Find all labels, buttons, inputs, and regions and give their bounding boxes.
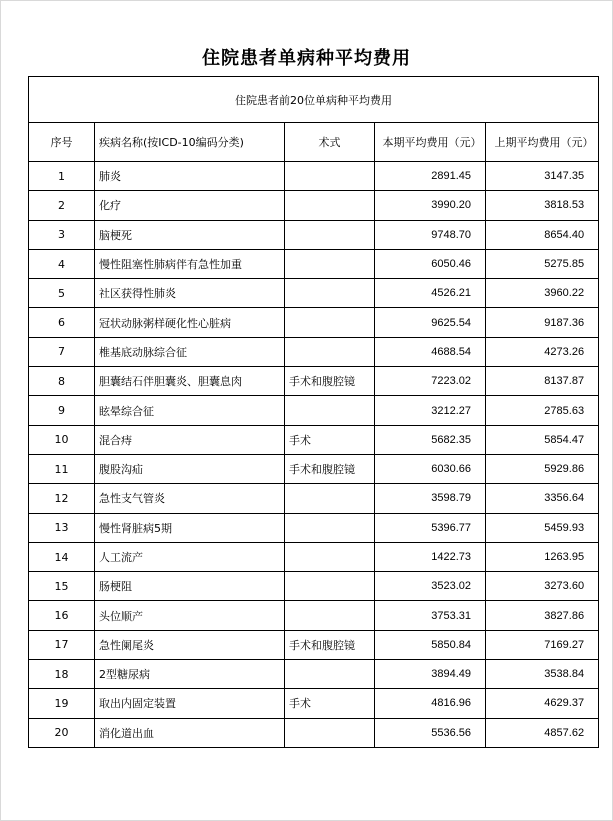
header-current-cost: 本期平均费用（元） bbox=[375, 123, 486, 162]
table-row bbox=[29, 689, 599, 718]
cell-procedure bbox=[285, 279, 375, 308]
cell-no: 8 bbox=[29, 367, 95, 396]
cell-previous-cost: 5929.86 bbox=[486, 454, 599, 483]
cell-no: 17 bbox=[29, 630, 95, 659]
table-row bbox=[29, 425, 599, 454]
cell-procedure bbox=[285, 601, 375, 630]
cell-current-cost: 5536.56 bbox=[375, 718, 486, 747]
cell-disease-name: 急性支气管炎 bbox=[95, 484, 285, 513]
cell-previous-cost: 3356.64 bbox=[486, 484, 599, 513]
table-row bbox=[29, 220, 599, 249]
table-header-row bbox=[29, 123, 599, 162]
cell-disease-name: 胆囊结石伴胆囊炎、胆囊息肉 bbox=[95, 367, 285, 396]
table-row bbox=[29, 630, 599, 659]
cell-procedure bbox=[285, 660, 375, 689]
cell-no: 2 bbox=[29, 191, 95, 220]
cell-procedure bbox=[285, 162, 375, 191]
cell-current-cost: 3753.31 bbox=[375, 601, 486, 630]
table-row bbox=[29, 454, 599, 483]
cell-previous-cost: 4273.26 bbox=[486, 337, 599, 366]
cell-previous-cost: 9187.36 bbox=[486, 308, 599, 337]
cell-disease-name: 人工流产 bbox=[95, 542, 285, 571]
cell-no: 20 bbox=[29, 718, 95, 747]
cell-disease-name: 眩晕综合征 bbox=[95, 396, 285, 425]
cell-no: 10 bbox=[29, 425, 95, 454]
table-row bbox=[29, 279, 599, 308]
cell-disease-name: 肺炎 bbox=[95, 162, 285, 191]
cell-disease-name: 2型糖尿病 bbox=[95, 660, 285, 689]
cost-table bbox=[28, 76, 599, 748]
header-disease-name: 疾病名称(按ICD-10编码分类) bbox=[95, 123, 285, 162]
cell-previous-cost: 3538.84 bbox=[486, 660, 599, 689]
cell-no: 7 bbox=[29, 337, 95, 366]
cell-previous-cost: 3960.22 bbox=[486, 279, 599, 308]
cell-current-cost: 6050.46 bbox=[375, 249, 486, 278]
cell-current-cost: 4688.54 bbox=[375, 337, 486, 366]
cell-no: 14 bbox=[29, 542, 95, 571]
header-previous-cost: 上期平均费用（元） bbox=[486, 123, 599, 162]
cell-current-cost: 3598.79 bbox=[375, 484, 486, 513]
header-procedure: 术式 bbox=[285, 123, 375, 162]
cell-current-cost: 3523.02 bbox=[375, 572, 486, 601]
cell-procedure bbox=[285, 337, 375, 366]
cell-procedure bbox=[285, 542, 375, 571]
table-row bbox=[29, 396, 599, 425]
cell-no: 3 bbox=[29, 220, 95, 249]
cell-current-cost: 5682.35 bbox=[375, 425, 486, 454]
cell-no: 11 bbox=[29, 454, 95, 483]
table-row bbox=[29, 308, 599, 337]
cell-previous-cost: 3818.53 bbox=[486, 191, 599, 220]
cell-no: 15 bbox=[29, 572, 95, 601]
table-row bbox=[29, 162, 599, 191]
cell-no: 9 bbox=[29, 396, 95, 425]
cell-previous-cost: 3827.86 bbox=[486, 601, 599, 630]
table-row bbox=[29, 542, 599, 571]
cell-disease-name: 混合痔 bbox=[95, 425, 285, 454]
table-body bbox=[29, 162, 599, 748]
cell-procedure bbox=[285, 484, 375, 513]
cell-procedure bbox=[285, 718, 375, 747]
table-row bbox=[29, 718, 599, 747]
cell-procedure: 手术和腹腔镜 bbox=[285, 367, 375, 396]
cell-current-cost: 3212.27 bbox=[375, 396, 486, 425]
cell-current-cost: 5396.77 bbox=[375, 513, 486, 542]
cell-no: 6 bbox=[29, 308, 95, 337]
cell-previous-cost: 1263.95 bbox=[486, 542, 599, 571]
cell-previous-cost: 4629.37 bbox=[486, 689, 599, 718]
cell-no: 4 bbox=[29, 249, 95, 278]
header-no: 序号 bbox=[29, 123, 95, 162]
cell-no: 13 bbox=[29, 513, 95, 542]
cell-procedure: 手术 bbox=[285, 689, 375, 718]
cell-procedure bbox=[285, 220, 375, 249]
table-row bbox=[29, 484, 599, 513]
cell-previous-cost: 8654.40 bbox=[486, 220, 599, 249]
table-caption-row bbox=[29, 77, 599, 123]
cell-procedure: 手术 bbox=[285, 425, 375, 454]
cell-current-cost: 9748.70 bbox=[375, 220, 486, 249]
cell-no: 12 bbox=[29, 484, 95, 513]
cell-procedure bbox=[285, 249, 375, 278]
cell-current-cost: 2891.45 bbox=[375, 162, 486, 191]
cell-no: 19 bbox=[29, 689, 95, 718]
cell-previous-cost: 7169.27 bbox=[486, 630, 599, 659]
cell-no: 18 bbox=[29, 660, 95, 689]
cell-previous-cost: 5275.85 bbox=[486, 249, 599, 278]
cell-current-cost: 3894.49 bbox=[375, 660, 486, 689]
table-row bbox=[29, 572, 599, 601]
cell-disease-name: 慢性阻塞性肺病伴有急性加重 bbox=[95, 249, 285, 278]
cell-current-cost: 4816.96 bbox=[375, 689, 486, 718]
cell-current-cost: 7223.02 bbox=[375, 367, 486, 396]
cell-disease-name: 慢性肾脏病5期 bbox=[95, 513, 285, 542]
cell-current-cost: 3990.20 bbox=[375, 191, 486, 220]
cell-current-cost: 1422.73 bbox=[375, 542, 486, 571]
table-row bbox=[29, 513, 599, 542]
cell-disease-name: 急性阑尾炎 bbox=[95, 630, 285, 659]
cell-disease-name: 消化道出血 bbox=[95, 718, 285, 747]
cell-previous-cost: 2785.63 bbox=[486, 396, 599, 425]
table-caption: 住院患者前20位单病种平均费用 bbox=[29, 77, 599, 123]
table-row bbox=[29, 367, 599, 396]
cell-disease-name: 椎基底动脉综合征 bbox=[95, 337, 285, 366]
cell-procedure bbox=[285, 513, 375, 542]
cell-previous-cost: 3147.35 bbox=[486, 162, 599, 191]
cell-procedure bbox=[285, 308, 375, 337]
cell-disease-name: 脑梗死 bbox=[95, 220, 285, 249]
cell-current-cost: 9625.54 bbox=[375, 308, 486, 337]
table-row bbox=[29, 249, 599, 278]
cell-disease-name: 社区获得性肺炎 bbox=[95, 279, 285, 308]
cell-procedure bbox=[285, 572, 375, 601]
cell-disease-name: 冠状动脉粥样硬化性心脏病 bbox=[95, 308, 285, 337]
cell-procedure bbox=[285, 396, 375, 425]
cell-previous-cost: 4857.62 bbox=[486, 718, 599, 747]
cell-current-cost: 6030.66 bbox=[375, 454, 486, 483]
table-row bbox=[29, 337, 599, 366]
cell-no: 1 bbox=[29, 162, 95, 191]
table-row bbox=[29, 601, 599, 630]
cell-procedure: 手术和腹腔镜 bbox=[285, 454, 375, 483]
cell-previous-cost: 5854.47 bbox=[486, 425, 599, 454]
table-row bbox=[29, 660, 599, 689]
cell-procedure bbox=[285, 191, 375, 220]
cell-previous-cost: 3273.60 bbox=[486, 572, 599, 601]
cell-previous-cost: 8137.87 bbox=[486, 367, 599, 396]
cell-current-cost: 5850.84 bbox=[375, 630, 486, 659]
cell-no: 16 bbox=[29, 601, 95, 630]
cell-no: 5 bbox=[29, 279, 95, 308]
cell-disease-name: 取出内固定装置 bbox=[95, 689, 285, 718]
cell-disease-name: 头位顺产 bbox=[95, 601, 285, 630]
cell-current-cost: 4526.21 bbox=[375, 279, 486, 308]
page-title: 住院患者单病种平均费用 bbox=[202, 48, 411, 69]
cell-procedure: 手术和腹腔镜 bbox=[285, 630, 375, 659]
cell-disease-name: 肠梗阻 bbox=[95, 572, 285, 601]
table-row bbox=[29, 191, 599, 220]
cell-previous-cost: 5459.93 bbox=[486, 513, 599, 542]
cell-disease-name: 腹股沟疝 bbox=[95, 454, 285, 483]
cell-disease-name: 化疗 bbox=[95, 191, 285, 220]
